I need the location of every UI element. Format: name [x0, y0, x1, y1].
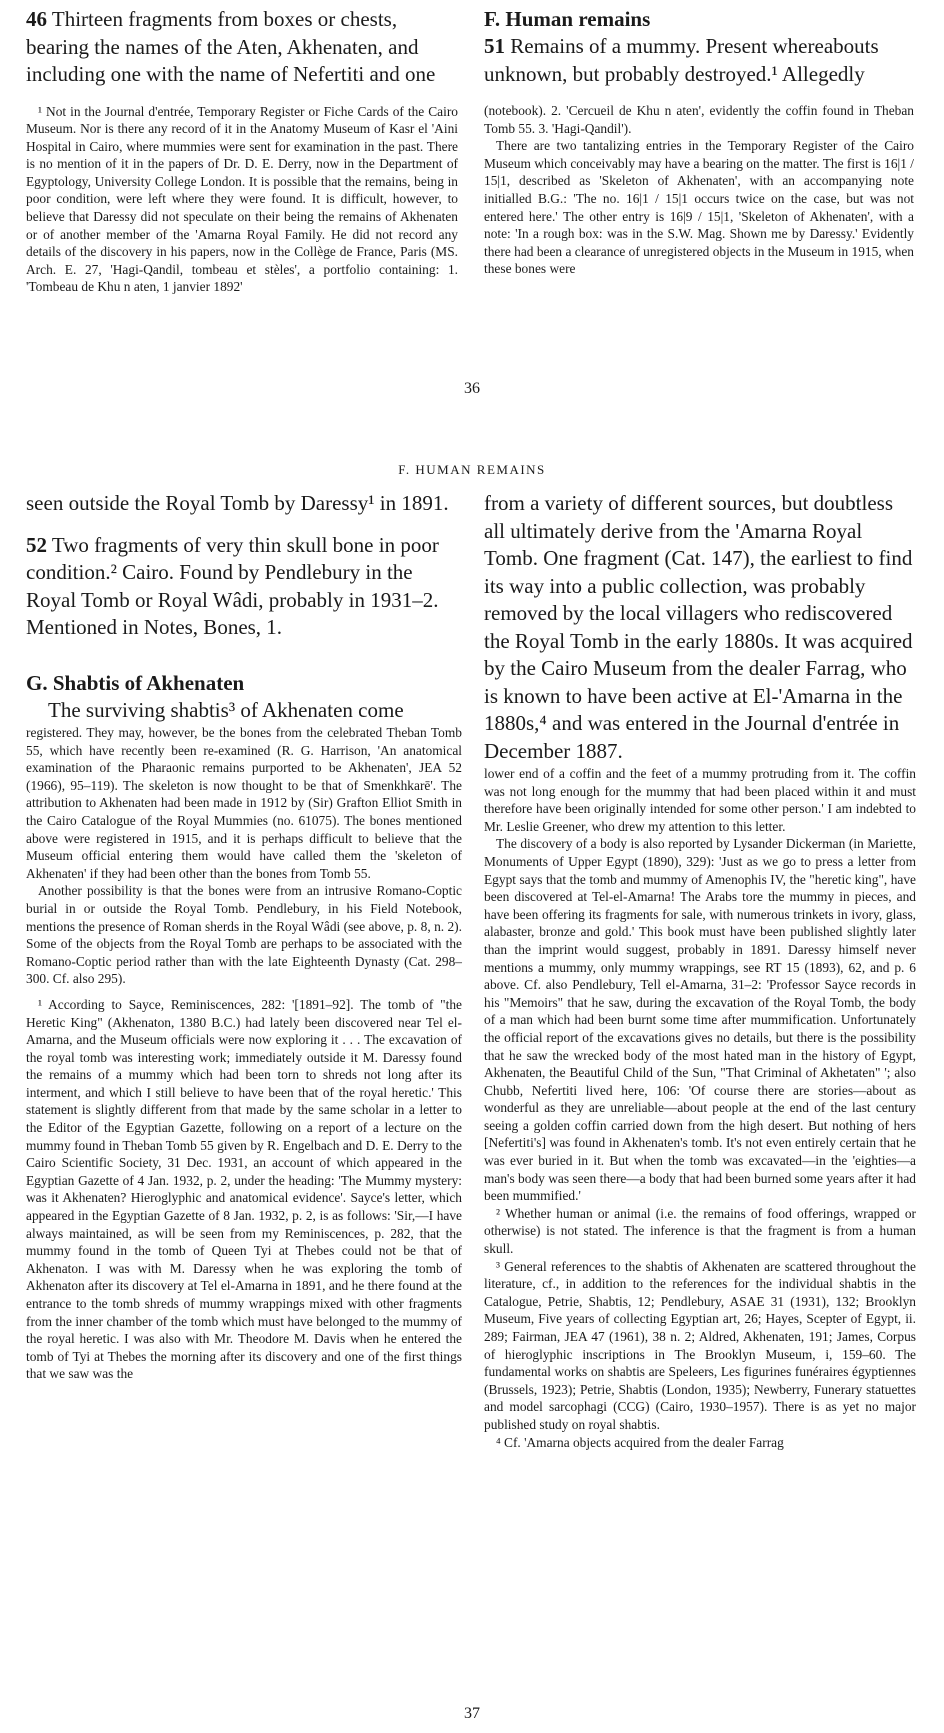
entry-52: 52 Two fragments of very thin skull bone in poor condition.² Cairo. Found by Pendlebury in the Royal Tomb or Royal Wâdi, probably in 1931–2. Mentioned in Notes, Bones, 1.	[26, 532, 439, 639]
footnote-continuation: (notebook). 2. 'Cercueil de Khu n aten', evidently the coffin found in Theban Tomb 55. 3. 'Hagi-Qandil'). There are two tantalizing entries in the Temporary Register of the Cairo Museum which conceivably may have a bearing on the matter. The first is 16|1 / 15|1, described as 'Skeleton of Akhenaten', with an accompanying note initialled B.G.: 'The no. 16|1 / 15|1 occurs twice on the case, but was not entered here.' The other entry is 16|9 / 15|1, 'Skeleton of Akhenaten', with a note: 'In a rough box: was in the S.W. Mag. Shown me by Daressy.' Evidently there had been a clearance of unregistered objects in the Museum in 1915, when these bones were	[484, 103, 914, 277]
footnote-continuation-body: registered. They may, however, be the bones from the celebrated Theban Tomb 55, which have recently been re-examined (R. G. Harrison, 'An anatomical examination of the Pharaonic remains purported to be Akhenaten', JEA 52 (1966), 95–119). The skeleton is now thought to be that of Smenkhkarē'. The attribution to Akhenaten had been made in 1912 by (Sir) Grafton Elliot Smith in the Cairo Catalogue of the Royal Mummies (no. 61075). The bones mentioned above were registered in 1915, and it is perhaps difficult to believe that the Museum official entering them would have called them the 'skeleton of Akhenaten' if they had been other than the bones from Tomb 55. Another possibility is that the bones were from an intrusive Romano-Coptic burial in or outside the Royal Tomb. Pendlebury, in his Field Notebook, mentions the presence of Roman sherds in the Royal Wâdi (see above, p. 8, n. 2). Some of the objects from the Royal Tomb are perhaps to be associated with the Romano-Coptic period rather than with the late Eighteenth Dynasty (Cat. 298–300. Cf. also 295). ¹ According to Sayce, Reminiscences, 282: '[1891–92]. The tomb of "the Heretic King" (Akhenaton, 1380 B.C.) had lately been discovered near Tel el-Amarna, and the Museum officials were now exploring it . . . The excavation of the royal tomb was interesting work; immediately outside it M. Daressy found the remains of a mummy which had been torn to shreds not long after its interment, and which I still believe to have been that of the royal heretic.' This statement is slightly different from that made by the same scholar in a letter to the Editor of the Egyptian Gazette, following on a report of a lecture on the mummy found in Theban Tomb 55 given by R. Engelbach and D. E. Derry to the Cairo Scientific Society, 31 Dec. 1931, an account of which appeared in the Egyptian Gazette of 4 Jan. 1932, p. 2, under the heading: 'The Mummy mystery: was it Akhenaten? Hieroglyphic and anatomical evidence'. Sayce's letter, which appeared in the Egyptian Gazette of 8 Jan. 1932, p. 2, is as follows: 'Sir,—I have always maintained, as will be seen from my Reminiscences, p. 282, that the mummy found in the tomb of Queen Tyi at Thebes could not be that of Akhenaton. I was with M. Daressy when he was exploring the tomb of Akhenaton after its discovery at Tel el-Amarna in 1891, and he there found at the entrance to the tomb shreds of mummy wrappings mixed with other fragments from the inner chamber of the tomb which must have belonged to the mummy of the royal heretic. I was also with Mr. Theodore M. Davis when he entered the tomb of Tyi at Thebes the morning after its discovery and one of the first things that we saw was the	[26, 725, 462, 1382]
page-number-37: 37	[464, 1705, 480, 1722]
p37-left-column	[26, 490, 462, 1383]
entry-46: 46 Thirteen fragments from boxes or chests, bearing the names of the Aten, Akhenaten, and including one with the name of Nefertiti and one	[26, 7, 436, 86]
section-heading-f: F. Human remains	[484, 7, 651, 31]
footnote-continued-right: lower end of a coffin and the feet of a mummy protruding from it. The coffin was not long enough for the mummy that had been placed within it and must therefore have been originally intended for some other person.' I am indebted to Mr. Leslie Greener, who drew my attention to this letter. The discovery of a body is also reported by Lysander Dickerman (in Mariette, Monuments of Upper Egypt (1890), 329): 'Just as we go to press a letter from Egypt says that the tomb and mummy of Amenophis IV, the "heretic king", have been discovered at Tel-el-Amarna! The Arabs tore the mummy in pieces, and have been offering its fragments for sale, with numerous trinkets in ivory, glass, alabaster, bronze and gold.' This book must have been published slightly later than the imprint would suggest, probably in 1891. Daressy himself never mentions a mummy, only mummy wrappings, see RT 15 (1893), 62, and p. 6 above. Cf. also Pendlebury, Tell el-Amarna, 31–2: 'Professor Sayce records in his "Memoirs" that he saw, during the excavation of the Royal Tomb, the body of a man which had been burnt some time after mummification. Unfortunately the official report of the excavations gives no details, but there is the possibility that he saw the wrecked body of the most hated man in the history of Egypt, Akhenaten, the Beautiful Child of the Sun, "That Criminal of Akhetaten" '; also Chubb, Nefertiti lived here, 106: 'Of course there are stories—about as wonderful as they are unreliable—about people at the end of the last century seeing a golden coffin carried down from the high desert. But nothing of hers [Nefertiti's] was found in Akhenaten's tomb. It's not even entirely certain that he was ever buried in it. But when the tomb was excavated—in the 'eighties—a man's body was seen there—a body that had been burned some years after it had been mummified.' ² Whether human or animal (i.e. the remains of food offerings, wrapped or otherwise) is not stated. The inference is that the fragment is from a human skull. ³ General references to the shabtis of Akhenaten are scattered throughout the literature, cf., in addition to the references for the individual shabtis in the Catalogue, Petrie, Shabtis, 12; Pendlebury, ASAE 31 (1931), 132; Brooklyn Museum, Five years of collecting Egyptian art, 26; Hayes, Scepter of Egypt, ii. 289; Fairman, JEA 47 (1961), 38 n. 2; Aldred, Akhenaten, 191; James, Corpus of hieroglyphic inscriptions in The Brooklyn Museum, i, 159–60. The fundamental works on shabtis are Speleers, Les figurines funéraires égyptiennes (Brussels, 1923); Petrie, Shabtis (London, 1935); Newberry, Funerary statuettes and model sarcophagi (CCG) (Cairo, 1930–1957). There is as yet no major published study on royal shabtis. ⁴ Cf. 'Amarna objects acquired from the dealer Farrag	[484, 766, 916, 1450]
entry-51-continued: seen outside the Royal Tomb by Daressy¹ in 1891.	[26, 491, 449, 515]
footnote-1: ¹ Not in the Journal d'entrée, Temporary Register or Fiche Cards of the Cairo Museum. Nor is there any record of it in the Anatomy Museum of Kasr el 'Aini Hospital in Cairo, where mummies were sent for examination in the past. There is no mention of it in the papers of Dr. D. E. Derry, now in the Department of Egyptology, University College London. It is possible that the remains, being in poor condition, were left where they were found. It is difficult, however, to believe that Daressy did not speculate on their being the remains of Akhenaten or of another member of the 'Amarna Royal Family. He did not record any details of the discovery in his papers, now in the Collège de France, Paris (MS. Arch. E. 27, 'Hagi-Qandil, tombeau et stèles', a portfolio containing: 1. 'Tombeau de Khu n aten, 1 janvier 1892'	[26, 103, 458, 295]
shabtis-intro-continued: from a variety of different sources, but doubtless all ultimately derive from the 'Amarna Royal Tomb. One fragment (Cat. 147), the earliest to find its way into a public collection, was probably removed by the local villagers who rediscovered the Royal Tomb in the early 1880s. It was acquired by the Cairo Museum from the dealer Farrag, who is known to have been active at El-'Amarna in the 1880s,⁴ and was entered in the Journal d'entrée in December 1887.	[484, 491, 913, 763]
footnote-4: ⁴ Cf. 'Amarna objects acquired from the dealer Farrag	[496, 1434, 784, 1450]
shabtis-intro: The surviving shabtis³ of Akhenaten come	[48, 697, 404, 722]
page-36	[0, 0, 944, 420]
p37-right-column	[484, 490, 916, 1451]
p36-right-column	[484, 6, 914, 278]
footnote-3: ³ General references to the shabtis of Akhenaten are scattered throughout the literature, cf., in addition to the references for the individual shabtis in the Catalogue, Petrie, Shabtis, 12; Pendlebury, ASAE 31 (1931), 132; Brooklyn Museum, Five years of collecting Egyptian art, 26; Hayes, Scepter of Egypt, ii. 289; Fairman, JEA 47 (1961), 38 n. 2; Aldred, Akhenaten, 191; James, Corpus of hieroglyphic inscriptions in The Brooklyn Museum, i, 159–60. The fundamental works on shabtis are Speleers, Les figurines funéraires égyptiennes (Brussels, 1923); Petrie, Shabtis (London, 1935); Newberry, Funerary statuettes and model sarcophagi (CCG) (Cairo, 1930–1957). There is as yet no major published study on royal shabtis.	[484, 1258, 916, 1432]
section-heading-g: G. Shabtis of Akhenaten	[26, 670, 245, 695]
running-head: F. HUMAN REMAINS	[398, 462, 546, 477]
page-37	[0, 430, 944, 1730]
page-number-36: 36	[464, 380, 480, 397]
p36-left-column	[26, 6, 458, 296]
footnote-2: ² Whether human or animal (i.e. the remains of food offerings, wrapped or otherwise) is not stated. The inference is that the fragment is from a human skull.	[484, 1205, 916, 1257]
footnote-1: ¹ According to Sayce, Reminiscences, 282: '[1891–92]. The tomb of "the Heretic King" (Akhenaton, 1380 B.C.) had lately been discovered near Tel el-Amarna, and the Museum officials were now exploring it . . . The excavation of the royal tomb was interesting work; immediately outside it M. Daressy found the remains of a mummy which had been torn to shreds not long after its interment, and which I still believe to have been that of the royal heretic.' This statement is slightly different from that made by the same scholar in a letter to the Editor of the Egyptian Gazette, following on a report of a lecture on the mummy found in Theban Tomb 55 given by R. Engelbach and D. E. Derry to the Cairo Scientific Society, 31 Dec. 1931, an account of which appeared in the Egyptian Gazette of 4 Jan. 1932, p. 2, under the heading: 'The Mummy mystery: was it Akhenaten? Hieroglyphic and anatomical evidence'. Sayce's letter, which appeared in the Egyptian Gazette of 8 Jan. 1932, p. 2, is as follows: 'Sir,—I have always maintained, as will be seen from my Reminiscences, p. 282, that the mummy found in the tomb of Queen Tyi at Thebes could not be that of Akhenaton. I was with M. Daressy when he was exploring the tomb of Akhenaton after its discovery at Tel el-Amarna in 1891, and he there found at the entrance to the tomb shreds of mummy wrappings mixed with other fragments from the inner chamber of the tomb which must have belonged to the mummy of the royal heretic. I was also with Mr. Theodore M. Davis when he entered the tomb of Tyi at Thebes the morning after its discovery and one of the first things that we saw was the	[26, 996, 462, 1382]
entry-51: 51 Remains of a mummy. Present whereabouts unknown, but probably destroyed.¹ Allegedly	[484, 34, 879, 86]
